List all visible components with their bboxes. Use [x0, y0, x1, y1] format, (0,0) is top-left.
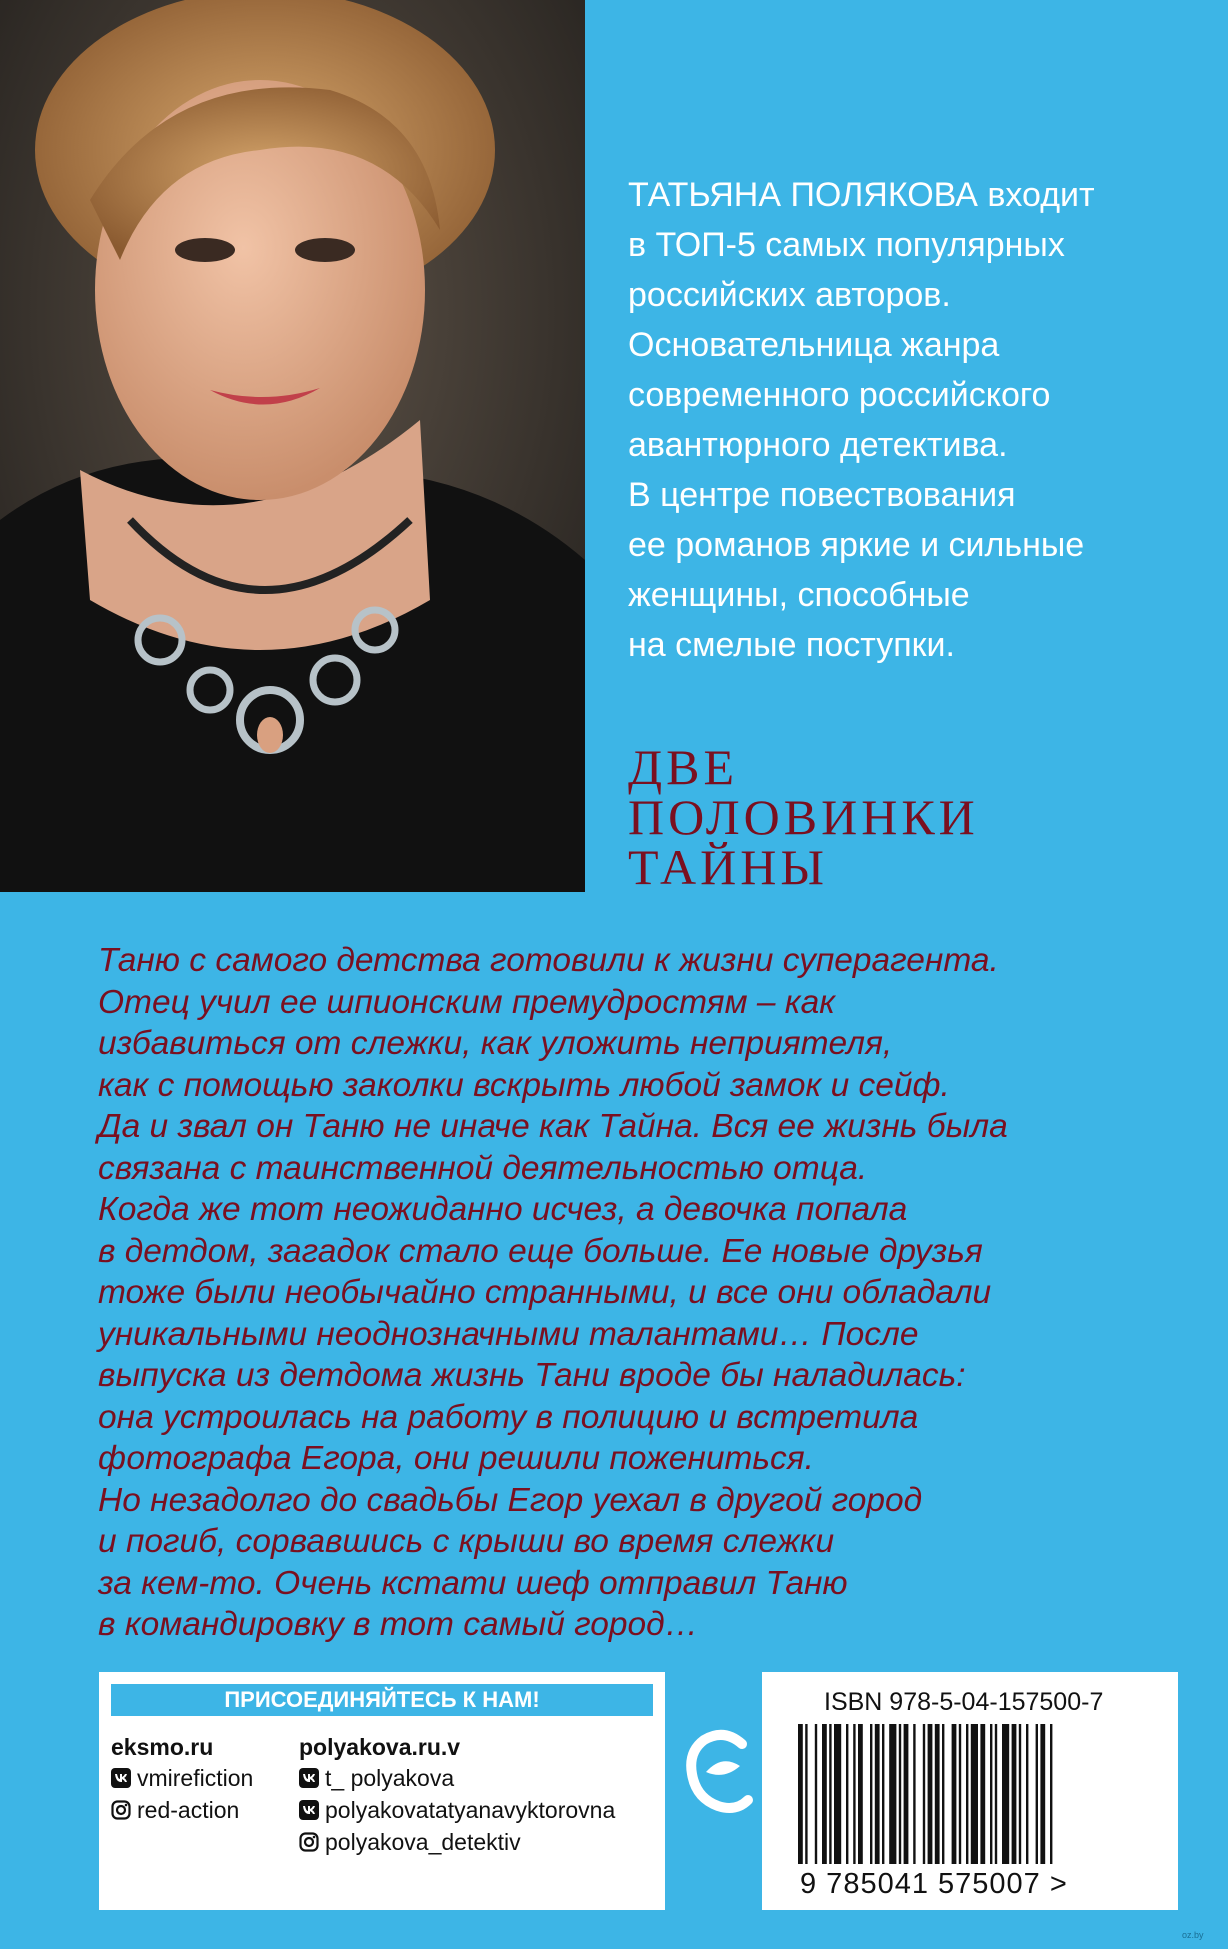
- vk-icon: [111, 1768, 131, 1788]
- author-portrait: [0, 0, 585, 892]
- vk-icon: [299, 1768, 319, 1788]
- author-photo: [0, 0, 585, 892]
- barcode-icon: [798, 1724, 1138, 1864]
- social-link[interactable]: [111, 1762, 253, 1794]
- isbn-digits: 9 785041 575007 >: [800, 1868, 1068, 1900]
- social-box: [99, 1672, 665, 1910]
- social-link[interactable]: [299, 1826, 615, 1858]
- social-header: ПРИСОЕДИНЯЙТЕСЬ К НАМ!: [111, 1684, 653, 1716]
- book-annotation: Таню с самого детства готовили к жизни суперагента. Отец учил ее шпионским премудростям – как избавиться от слежки, как уложить неприятеля, как с помощью заколки вскрыть любой замок и сейф. Да и звал он Таню не иначе как Тайна. Вся ее жизнь была связана с таинственной деятельностью отца. Когда же тот неожиданно исчез, а девочка попала в детдом, загадок стало еще больше. Ее новые друзья тоже были необычайно странными, и все они обладали уникальными неоднозначными талантами… После выпуска из детдома жизнь Тани вроде бы наладилась: она устроилась на работу в полицию и встретила фотографа Егора, они решили пожениться. Но незадолго до свадьбы Егор уехал в другой город и погиб, сорвавшись с крыши во время слежки за кем-то. Очень кстати шеф отправил Таню в командировку в тот самый город…: [98, 942, 1008, 1643]
- social-link-text: polyakovatatyanavyktorovna: [325, 1796, 616, 1823]
- instagram-icon: [111, 1800, 131, 1820]
- site-link[interactable]: eksmo.ru: [111, 1734, 214, 1760]
- vk-icon: [299, 1800, 319, 1820]
- isbn-label: ISBN 978-5-04-157500-7: [824, 1688, 1104, 1716]
- social-column-right: [299, 1732, 615, 1858]
- author-bio: ТАТЬЯНА ПОЛЯКОВА входит в ТОП-5 самых популярных российских авторов. Основательница жанра современного российского авантюрного детектива. В центре повествования ее романов яркие и сильные женщины, способные на смелые поступки.: [628, 176, 1095, 664]
- book-title: ДВЕ ПОЛОВИНКИ ТАЙНЫ: [628, 739, 979, 895]
- social-link-text: vmirefiction: [137, 1764, 254, 1791]
- social-link[interactable]: [299, 1762, 615, 1794]
- instagram-icon: [299, 1832, 319, 1852]
- eksmo-logo-icon: [684, 1722, 756, 1818]
- watermark: oz.by: [1182, 1930, 1204, 1940]
- social-link-text: t_ polyakova: [325, 1764, 455, 1791]
- social-link-text: red-action: [137, 1796, 240, 1823]
- social-link[interactable]: [111, 1794, 253, 1826]
- site-link[interactable]: polyakova.ru.v: [299, 1734, 461, 1760]
- isbn-box: [762, 1672, 1178, 1910]
- social-column-left: [111, 1732, 253, 1826]
- social-link-text: polyakova_detektiv: [325, 1828, 521, 1855]
- social-link[interactable]: [299, 1794, 615, 1826]
